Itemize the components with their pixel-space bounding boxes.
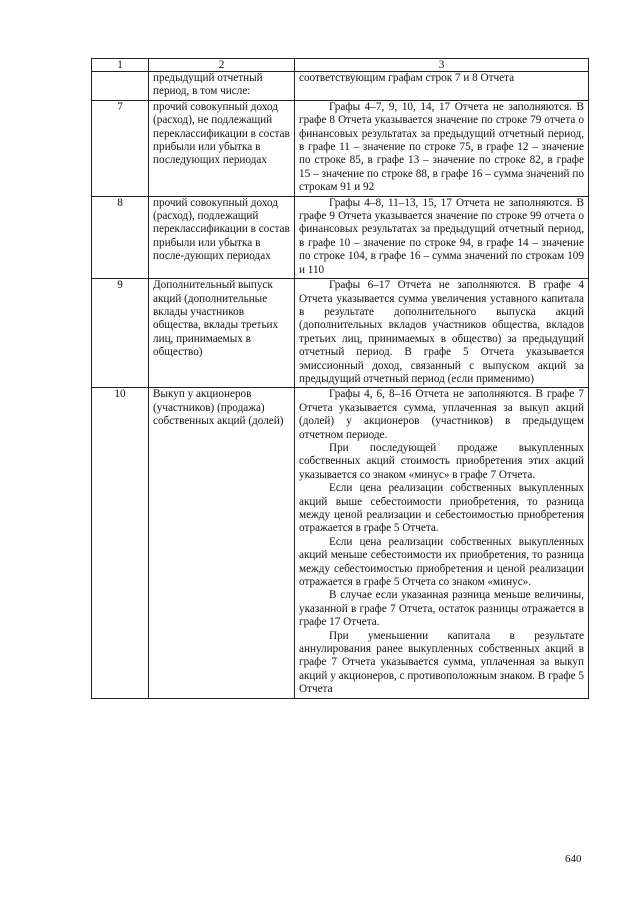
table-row (92, 279, 589, 388)
row-item-name: предыдущий отчетный период, в том числе: (149, 72, 295, 101)
row-item-name: прочий совокупный доход (расход), не подлежащий переклассификации в состав прибыли или убытка в последующих периодах (149, 100, 295, 196)
table-row (92, 72, 589, 101)
instruction-paragraph: Если цена реализации собственных выкупленных акций меньше себестоимости их приобретения, то разница между себестоимостью приобретения и ценой реализации отражается в графе 5 Отчета со знаком «минус». (299, 535, 584, 589)
row-instructions (295, 100, 589, 196)
instruction-paragraph: Графы 4–8, 11–13, 15, 17 Отчета не заполняются. В графе 9 Отчета указывается значение по строке 99 отчета о финансовых результатах за предыдущий отчетный период, в графе 10 – значение по строке 94, в графе 14 – значение по строке 104, в графе 16 – сумма значений по строкам 109 и 110 (299, 196, 584, 276)
table-row (92, 196, 589, 278)
instruction-paragraph: При уменьшении капитала в результате аннулирования ранее выкупленных собственных акций в графе 7 Отчета указывается сумма, уплаченная за выкуп акций у акционеров, с противоположным знаком. В графе 5 Отчета (299, 629, 584, 696)
table-header-row (92, 59, 589, 72)
document-table (91, 58, 589, 699)
header-col-3: 3 (295, 59, 589, 72)
instruction-paragraph: Графы 4, 6, 8–16 Отчета не заполняются. В графе 7 Отчета указывается сумма, уплаченная за выкуп акций (долей) у акционеров (участников) в предыдущем отчетном периоде. (299, 388, 584, 441)
row-number (92, 72, 149, 101)
row-number: 9 (92, 279, 149, 388)
instruction-paragraph: Если цена реализации собственных выкупленных акций выше себестоимости приобретения, то разница между ценой реализации и себестоимостью приобретения отражается в графе 5 Отчета. (299, 482, 584, 535)
row-number: 8 (92, 196, 149, 278)
row-number: 10 (92, 388, 149, 698)
instruction-paragraph: соответствующим графам строк 7 и 8 Отчета (299, 72, 515, 84)
table-row (92, 100, 589, 196)
row-item-name: Дополнительный выпуск акций (дополнительные вклады участников общества, вклады третьих лиц, принимаемых в общество) (149, 279, 295, 388)
row-instructions (295, 72, 589, 101)
instruction-paragraph: В случае если указанная разница меньше величины, указанной в графе 7 Отчета, остаток разницы отражается в графе 17 Отчета. (299, 589, 584, 629)
header-col-2: 2 (149, 59, 295, 72)
row-instructions (295, 196, 589, 278)
row-item-name: прочий совокупный доход (расход), подлежащий переклассификации в состав прибыли или убытка в после-дующих периодах (149, 196, 295, 278)
row-item-name: Выкуп у акционеров (участников) (продажа) собственных акций (долей) (149, 388, 295, 698)
row-instructions (295, 388, 589, 698)
instruction-paragraph: При последующей продаже выкупленных собственных акций стоимость приобретения этих акций указывается со знаком «минус» в графе 7 Отчета. (299, 441, 584, 481)
instruction-paragraph: Графы 6–17 Отчета не заполняются. В графе 4 Отчета указывается сумма увеличения уставного капитала в результате дополнительного выпуска акций (дополнительных вкладов участников общества, вкладов третьих лиц, принимаемых в общество) за предыдущий отчетный период. В графе 5 Отчета указывается эмиссионный доход, связанный с выпуском акций за предыдущий отчетный период (если применимо) (299, 279, 584, 385)
page-number: 640 (565, 853, 582, 865)
header-col-1: 1 (92, 59, 149, 72)
row-number: 7 (92, 100, 149, 196)
table-row (92, 388, 589, 698)
row-instructions (295, 279, 589, 388)
instruction-paragraph: Графы 4–7, 9, 10, 14, 17 Отчета не заполняются. В графе 8 Отчета указывается значение по строке 79 отчета о финансовых результатах за предыдущий отчетный период, в графе 11 – значение по строке 75, в графе 12 – значение по строке 85, в графе 13 – значение по строке 82, в графе 15 – значение по строке 88, в графе 16 – сумма значений по строкам 91 и 92 (299, 100, 584, 194)
